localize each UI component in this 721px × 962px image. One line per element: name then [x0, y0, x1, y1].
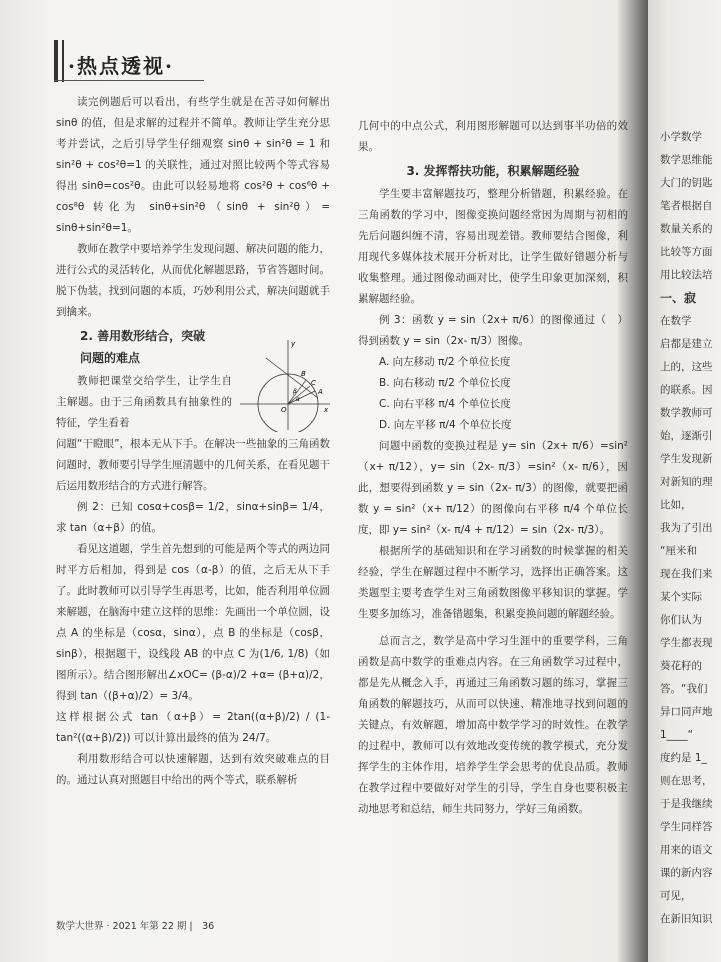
next-page-line: 可见， [660, 890, 692, 902]
next-page-line: 数学教师可 [660, 407, 713, 419]
next-page-line: 比如， [660, 499, 692, 511]
paragraph: 学生要丰富解题技巧，整理分析错题，积累经验。在三角函数的学习中，图像变换问题经常因为周期与初相的先后问题纠缠不清，容易出现差错。教师要结合图像，利用现代多媒体技术展开分析对比，让学生做好错题分析与收集整理。通过图像动画对比，使学生印象更加深刻，积累解题经验。 [358, 188, 628, 305]
next-page-line: 对新知的理 [660, 476, 713, 488]
label-x: x [324, 406, 329, 414]
next-page-line: 在新旧知识 [660, 913, 713, 925]
next-page-line: 现在我们来 [660, 568, 713, 580]
option-b: B. 向右移动 π/2 个单位长度 [379, 377, 511, 389]
header-bar [54, 40, 58, 82]
next-page-text [660, 126, 721, 931]
label-y: y [291, 340, 296, 348]
header-bar-thin [62, 40, 64, 82]
header-underline [54, 80, 204, 81]
paragraph: 教师在教学中要培养学生发现问题、解决问题的能力，进行公式的灵活转化，从而优化解题思路，节省答题时间。脱下伪装，找到问题的本质，巧妙利用公式，解决问题就手到擒来。 [56, 243, 330, 318]
next-page-line: 学生都表现 [660, 637, 713, 649]
example-3: 例 3：函数 y = sin（2x+ π/6）的图像通过（ ）得到函数 y = sin（2x- π/3）图像。 [358, 314, 628, 347]
next-page-line: 笔者根据自 [660, 200, 713, 212]
paragraph: 问题“干瞪眼”，根本无从下手。在解决一些抽象的三角函数问题时，教师要引导学生厘清题中的几何关系，在看见题干后运用数形结合的方式进行解答。 [56, 438, 330, 492]
section-heading: 2. 善用数形结合，突破 问题的难点 [80, 329, 206, 365]
paragraph: 读完例题后可以看出，有些学生就是在苦寻如何解出 sinθ 的值，但是求解的过程并不简单。教师让学生充分思考并尝试，之后引导学生仔细观察 sinθ + sin²θ = 1 和 sin²θ + cos²θ=1 的关联性，通过对照比较两个等式容易得出 sinθ=cos²θ。由此可以轻易地将 cos²θ + cos⁶θ + cos⁸θ 转化为 sinθ+sin²θ（sinθ + sin²θ）= sinθ+sin²θ=1。 [56, 96, 330, 234]
next-page-line: 异口同声地 [660, 706, 713, 718]
option-d: D. 向左平移 π/4 个单位长度 [379, 419, 512, 431]
next-page-line: 1____“ [660, 729, 694, 741]
example-2: 例 2：已知 cosα+cosβ= 1/2，sinα+sinβ= 1/4，求 tan（α+β）的值。 [56, 501, 330, 534]
next-page-line: “厘米和 [660, 545, 697, 557]
next-page-line: 上的，这些 [660, 361, 713, 373]
next-page-line: 一、寂 [660, 291, 697, 305]
next-page-line: 启都是建立 [660, 338, 713, 350]
label-a: A [318, 388, 323, 396]
option-a: A. 向左移动 π/2 个单位长度 [379, 356, 511, 368]
unit-circle-figure [236, 338, 332, 432]
left-column [56, 92, 330, 791]
paragraph: 教师把课堂交给学生，让学生自主解题。由于三角函数具有抽象性的特征，学生看着 [56, 375, 232, 429]
next-page-line: 某个实际 [660, 591, 702, 603]
next-page-line: 学生发现新 [660, 453, 713, 465]
paragraph: 利用数形结合可以快速解题，达到有效突破难点的目的。通过认真对照题目中给出的两个等式，联系解析 [56, 753, 330, 786]
label-b: B [301, 370, 306, 378]
next-page-line: 度约是 1_ [660, 752, 707, 764]
next-page-line: 课的新内容 [660, 867, 713, 879]
paragraph: 这样根据公式 tan（α+β）= 2tan((α+β)/2) / (1-tan²((α+β)/2)) 可以计算出最终的值为 24/7。 [56, 711, 330, 744]
next-page-line: 葵花籽的 [660, 660, 702, 672]
next-page-line: 数量关系的 [660, 223, 713, 235]
paragraph: 根据所学的基础知识和在学习函数的时候掌握的相关经验，学生在解题过程中不断学习，选择出正确答案。这类题型主要考查学生对三角函数图像平移知识的掌握。学生要多加练习，准备错题集，积累变换问题的解题经验。 [358, 545, 628, 620]
option-c: C. 向右平移 π/4 个单位长度 [379, 398, 511, 410]
paragraph: 总而言之，数学是高中学习生涯中的重要学科，三角函数是高中数学的重难点内容。在三角函数学习过程中，都是先从概念入手，再通过三角函数习题的练习，掌握三角函数的解题技巧，从而可以快速、精准地寻找到问题的关键点，有效解题，增加高中数学学习的时效性。在教学的过程中，教师可以有效地改变传统的教学模式，充分发挥学生的主体作用，培养学生学会思考的优良品质。教师在教学过程中要做好对学生的引导，学生自身也要积极主动地思考和总结，师生共同努力，学好三角函数。 [358, 635, 628, 815]
next-page-line: 在数学 [660, 315, 692, 327]
next-page-line: 用比较法培 [660, 269, 713, 281]
label-alpha: α [296, 396, 300, 403]
section-title: ·热点透视· [68, 54, 174, 78]
next-page-line: 的联系。因 [660, 384, 713, 396]
next-page-line: 大门的钥匙 [660, 177, 713, 189]
label-beta: β [293, 388, 297, 395]
page-footer: 数学大世界 · 2021 年第 22 期 | 36 [56, 921, 215, 932]
next-page-line: 数学思维能 [660, 154, 713, 166]
next-page-line: 答。“我们 [660, 683, 708, 695]
next-page-line: 比较等方面 [660, 246, 713, 258]
next-page-line: 用来的语文 [660, 844, 713, 856]
right-column [358, 116, 628, 820]
paragraph: 问题中函数的变换过程是 y= sin（2x+ π/6）=sin²（x+ π/12），y= sin（2x- π/3）=sin²（x- π/6），因此，想要得到函数 y = sin（2x- π/3）的图像，就要把函数 y = sin²（x+ π/12）的图像向右平移 π/4 个单位长度，即 y= sin²（x- π/4 + π/12）= sin（2x- π/3）。 [358, 440, 628, 536]
next-page-line: 我为了引出 [660, 522, 713, 534]
label-c: C [311, 379, 316, 387]
next-page-line: 则在思考， [660, 775, 713, 787]
next-page-line: 小学数学 [660, 131, 702, 143]
next-page-line: 始，逐渐引 [660, 430, 713, 442]
label-o: O [281, 406, 287, 414]
next-page-line: 你们认为 [660, 614, 702, 626]
next-page-line: 于是我继续 [660, 798, 713, 810]
next-page-line: 学生同样答 [660, 821, 713, 833]
paragraph: 看见这道题，学生首先想到的可能是两个等式的两边同时平方后相加，得到是 cos（α-β）的值，之后无从下手了。此时教师可以引导学生再思考，比如，能否利用单位圆来解题，在脑海中建立这样的思维：先画出一个单位圆，设点 A 的坐标是（cosα，sinα），点 B 的坐标是（cosβ，sinβ），根据题干，设线段 AB 的中点 C 为(1/6, 1/8)（如图所示）。结合图形解出∠xOC= (β-α)/2 +α= (β+α)/2，得到 tan（(β+α)/2）= 3/4。 [56, 543, 330, 702]
section-heading: 3. 发挥帮扶功能，积累解题经验 [406, 164, 580, 178]
paragraph: 几何中的中点公式，利用图形解题可以达到事半功倍的效果。 [358, 120, 628, 153]
